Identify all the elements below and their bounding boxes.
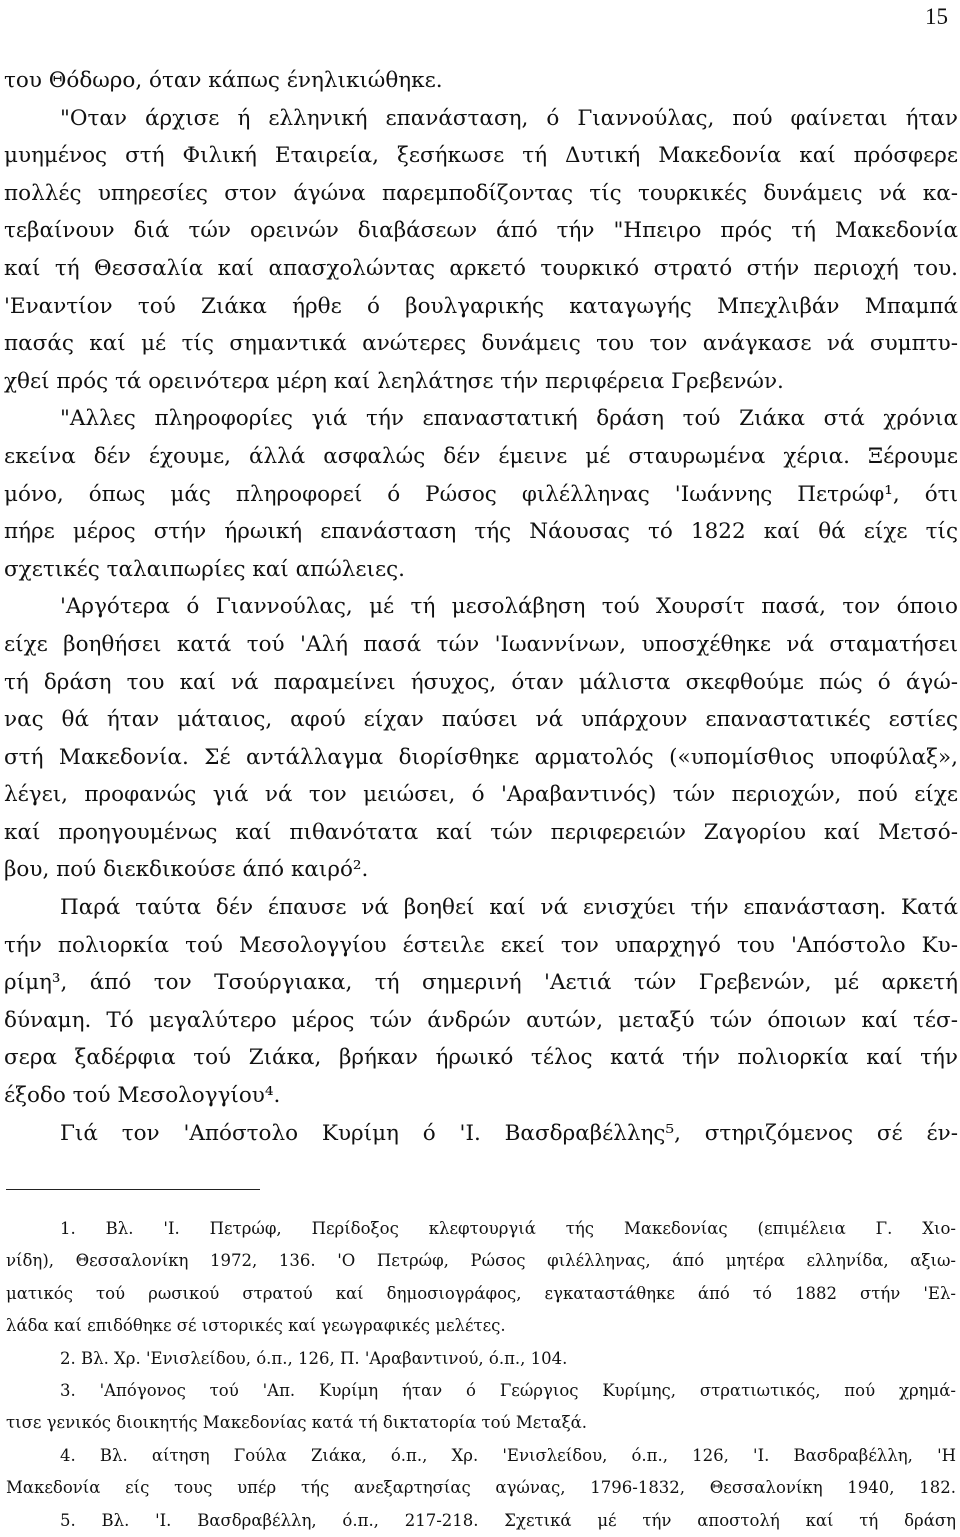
text-line: πήρε μέρος στήν ήρωική επανάσταση τής Νάουσας τό 1822 καί θά είχε τίς [4, 519, 958, 545]
text-line: χθεί πρός τά ορεινότερα μέρη καί λεηλάτησε τήν περιφέρεια Γρεβενών. [4, 368, 784, 394]
text-line: καί προηγουμένως καί πιθανότατα καί τών περιφερειών Ζαγορίου καί Μετσό- [4, 819, 958, 845]
text-line: τή δράση του καί νά παραμείνει ήσυχος, όταν μάλιστα σκεφθούμε πώς ό άγώ- [4, 669, 958, 695]
footnote-line: ματικός τού ρωσικού στρατού καί δημοσιογράφος, εγκαταστάθηκε άπό τό 1882 στήν 'Ελ- [6, 1283, 956, 1303]
footnote-line: Μακεδονία είς τους υπέρ τής ανεξαρτησίας αγώνας, 1796-1832, Θεσσαλονίκη 1940, 182. [6, 1478, 956, 1498]
footnote-line: 2. Βλ. Χρ. 'Ενισλείδου, ό.π., 126, Π. 'Αραβαντινού, ό.π., 104. [60, 1348, 568, 1368]
text-line: πολλές υπηρεσίες στον άγώνα παρεμποδίζοντας τίς τουρκικές δυνάμεις νά κα- [4, 180, 958, 206]
text-line: μυημένος στή Φιλική Εταιρεία, ξεσήκωσε τή Δυτική Μακεδονία καί πρόσφερε [4, 143, 958, 169]
footnote-line: τισε γενικός διοικητής Μακεδονίας κατά τή δικτατορία τού Μεταξά. [6, 1413, 588, 1433]
text-line: είχε βοηθήσει κατά τού 'Αλή πασά τών 'Ιωαννίνων, υποσχέθηκε νά σταματήσει [4, 631, 958, 657]
footnote-divider [6, 1189, 260, 1190]
text-line: μόνο, όπως μάς πληροφορεί ό Ρώσος φιλέλληνας 'Ιωάννης Πετρώφ¹, ότι [4, 481, 958, 507]
text-line: πασάς καί μέ τίς σημαντικά ανώτερες δυνάμεις του τον ανάγκασε νά συμπτυ- [4, 331, 958, 357]
text-line: δύναμη. Τό μεγαλύτερο μέρος τών άνδρών αυτών, μεταξύ τών όποιων καί τέσ- [4, 1007, 958, 1033]
footnote-line: 3. 'Απόγονος τού 'Απ. Κυρίμη ήταν ό Γεώργιος Κυρίμης, στρατιωτικός, πού χρημά- [60, 1380, 956, 1400]
text-line: σχετικές ταλαιπωρίες καί απώλειες. [4, 556, 405, 582]
footnote-line: λάδα καί επιδόθηκε σέ ιστορικές καί γεωγραφικές μελέτες. [6, 1316, 506, 1336]
text-line: καί τή Θεσσαλία καί απασχολώντας αρκετό τουρκικό στρατό στήν περιοχή του. [4, 255, 958, 281]
text-line: βου, πού διεκδικούσε άπό καιρό². [4, 857, 369, 883]
body-text [4, 62, 958, 1152]
text-line: Παρά ταύτα δέν έπαυσε νά βοηθεί καί νά ενισχύει τήν επανάσταση. Κατά [60, 895, 958, 921]
footnote-line: νίδη), Θεσσαλονίκη 1972, 136. 'Ο Πετρώφ, Ρώσος φιλέλληνας, άπό μητέρα ελληνίδα, αξιω- [6, 1251, 956, 1271]
footnote-line: 5. Βλ. 'Ι. Βασδραβέλλη, ό.π., 217-218. Σχετικά μέ τήν αποστολή καί τή δράση [60, 1510, 956, 1530]
text-line: 'Αργότερα ό Γιαννούλας, μέ τή μεσολάβηση τού Χουρσίτ πασά, τον όποιο [60, 594, 958, 620]
text-line: νας θά ήταν μάταιος, αφού είχαν παύσει νά υπάρχουν επαναστατικές εστίες [4, 707, 958, 733]
footnote-line: 4. Βλ. αίτηση Γούλα Ζιάκα, ό.π., Χρ. 'Ενισλείδου, ό.π., 126, 'Ι. Βασδραβέλλη, 'Η [60, 1445, 956, 1465]
text-line: σερα ξαδέρφια τού Ζιάκα, βρήκαν ήρωικό τέλος κατά τήν πολιορκία καί τήν [4, 1045, 958, 1071]
text-line: τεβαίνουν διά τών ορεινών διαβάσεων άπό τήν "Ηπειρο πρός τή Μακεδονία [4, 218, 958, 244]
text-line: του Θόδωρο, όταν κάπως ένηλικιώθηκε. [4, 68, 443, 93]
text-line: εκείνα δέν έχουμε, άλλά ασφαλώς δέν έμεινε μέ σταυρωμένα χέρια. Ξέρουμε [4, 443, 958, 469]
footnote-line: 1. Βλ. 'Ι. Πετρώφ, Περίδοξος κλεφτουργιά τής Μακεδονίας (επιμέλεια Γ. Χιο- [60, 1219, 956, 1238]
text-line: ρίμη³, άπό τον Τσούργιακα, τή σημερινή 'Αετιά τών Γρεβενών, μέ αρκετή [4, 970, 958, 996]
text-line: έξοδο τού Μεσολογγίου⁴. [4, 1083, 281, 1109]
text-line: στή Μακεδονία. Σέ αντάλλαγμα διορίσθηκε αρματολός («υπομίσθιος υποφύλαξ», [4, 744, 958, 770]
text-line: "Αλλες πληροφορίες γιά τήν επαναστατική δράση τού Ζιάκα στά χρόνια [60, 406, 958, 432]
text-line: τήν πολιορκία τού Μεσολογγίου έστειλε εκεί τον υπαρχηγό του 'Απόστολο Κυ- [4, 932, 958, 958]
footnotes [6, 1213, 956, 1537]
text-line: Γιά τον 'Απόστολο Κυρίμη ό 'Ι. Βασδραβέλλης⁵, στηριζόμενος σέ έν- [60, 1120, 958, 1146]
page-number: 15 [925, 4, 948, 29]
text-line: 'Εναντίον τού Ζιάκα ήρθε ό βουλγαρικής καταγωγής Μπεχλιβάν Μπαμπά [4, 293, 958, 319]
text-line: "Οταν άρχισε ή ελληνική επανάσταση, ό Γιαννούλας, πού φαίνεται ήταν [60, 105, 958, 131]
text-line: λέγει, προφανώς γιά νά τον μειώσει, ό 'Αραβαντινός) τών περιοχών, πού είχε [4, 782, 958, 808]
